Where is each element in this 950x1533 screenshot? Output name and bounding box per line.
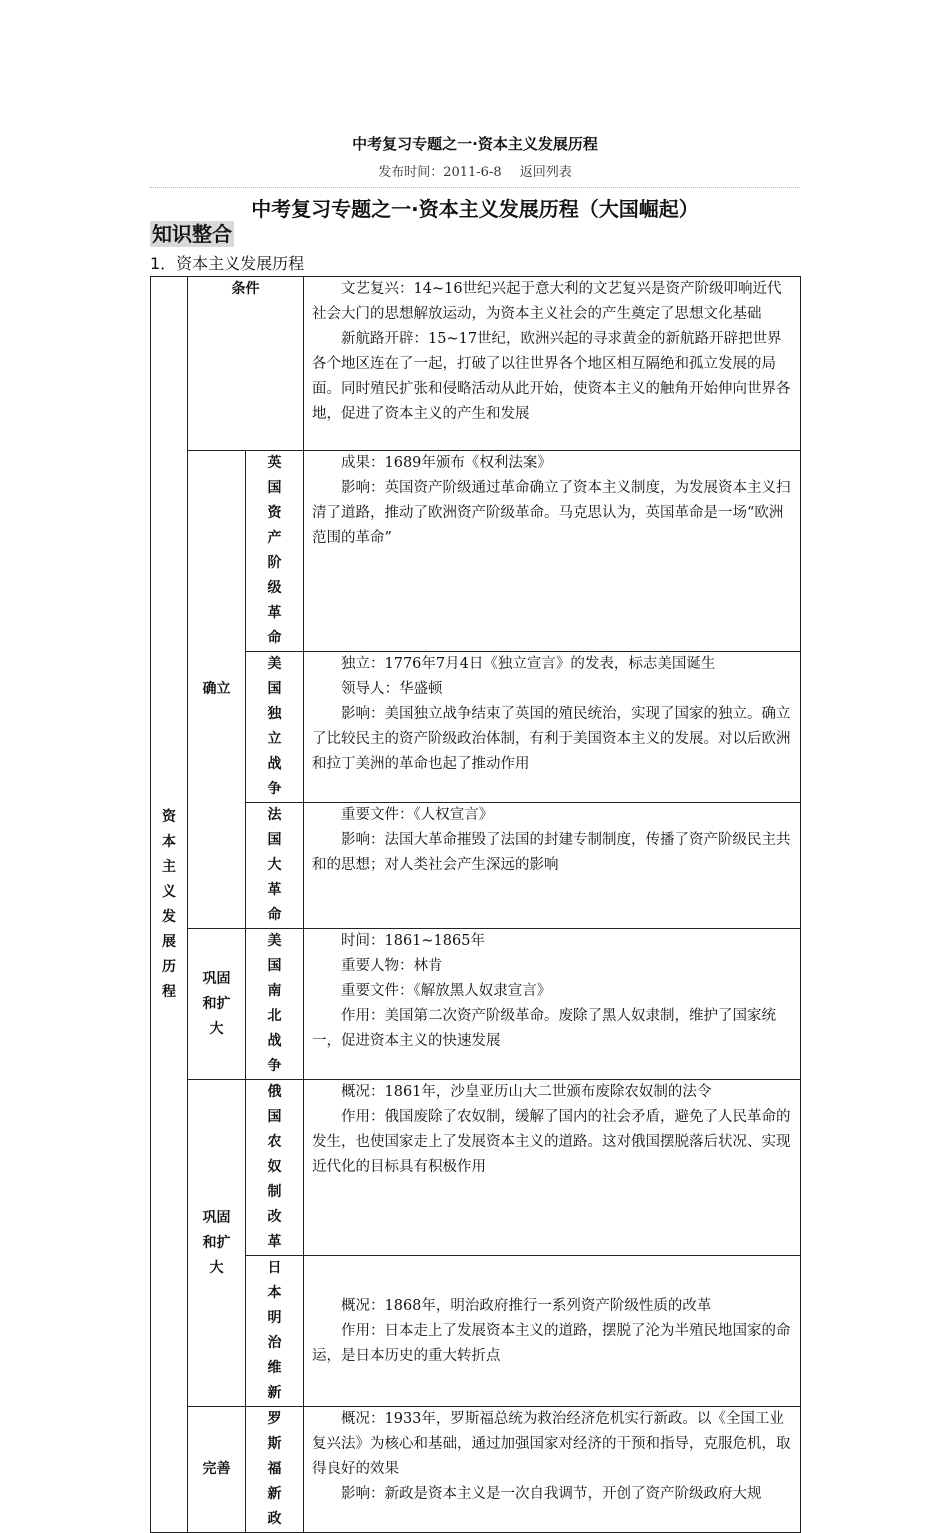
event-content: 重要文件：《人权宣言》 影响：法国大革命摧毁了法国的封建专制制度，传播了资产阶级民主共和的思想；对人类社会产生深远的影响 <box>304 803 801 929</box>
group-label: 完善 <box>188 1407 246 1533</box>
condition-paragraph: 文艺复兴：14~16世纪兴起于意大利的文艺复兴是资产阶级叩响近代社会大门的思想解放运动，为资本主义社会的产生奠定了思想文化基础 <box>312 281 782 322</box>
group-label: 巩固和扩大 <box>188 1080 246 1407</box>
event-content: 概况：1868年，明治政府推行一系列资产阶级性质的改革 作用：日本走上了发展资本主义的道路，摆脱了沦为半殖民地国家的命运，是日本历史的重大转折点 <box>304 1256 801 1407</box>
article-title: 中考复习专题之一·资本主义发展历程（大国崛起） <box>251 197 699 221</box>
meta-line <box>0 161 950 180</box>
back-to-list-link[interactable]: 返回列表 <box>519 165 572 180</box>
event-content: 概况：1861年，沙皇亚历山大二世颁布废除农奴制的法令 作用：俄国废除了农奴制，缓解了国内的社会矛盾，避免了人民革命的发生，也使国家走上了发展资本主义的道路。这对俄国摆脱落后状况、实现近代化的目标具有积极作用 <box>304 1080 801 1256</box>
condition-content <box>304 277 801 451</box>
event-name: 美国独立战争 <box>246 652 304 803</box>
publish-time: 发布时间：2011-6-8 <box>378 165 502 180</box>
subheading: 1．资本主义发展历程 <box>150 254 305 273</box>
row-header-cell <box>151 277 188 1533</box>
condition-paragraph: 新航路开辟：15~17世纪，欧洲兴起的寻求黄金的新航路开辟把世界各个地区连在了一起，打破了以往世界各个地区相互隔绝和孤立发展的局面。同时殖民扩张和侵略活动从此开始，使资本主义的触角开始伸向世界各地，促进了资本主义的产生和发展 <box>312 331 791 422</box>
event-name: 罗斯福新政 <box>246 1407 304 1533</box>
event-content: 成果：1689年颁布《权利法案》 影响：英国资产阶级通过革命确立了资本主义制度，为发展资本主义扫清了道路，推动了欧洲资产阶级革命。马克思认为，英国革命是一场“欧洲范围的革命” <box>304 451 801 652</box>
group-label: 巩固和扩大 <box>188 929 246 1080</box>
event-content: 时间：1861~1865年 重要人物：林肯 重要文件：《解放黑人奴隶宣言》 作用：美国第二次资产阶级革命。废除了黑人奴隶制，维护了国家统一，促进资本主义的快速发展 <box>304 929 801 1080</box>
event-name: 美国南北战争 <box>246 929 304 1080</box>
event-name: 英国资产阶级革命 <box>246 451 304 652</box>
event-content: 概况：1933年，罗斯福总统为救治经济危机实行新政。以《全国工业复兴法》为核心和基础，通过加强国家对经济的干预和指导，克服危机，取得良好的效果 影响：新政是资本主义是一次自我调节，开创了资产阶级政府大规 <box>304 1407 801 1533</box>
page-title: 中考复习专题之一·资本主义发展历程 <box>352 135 598 153</box>
history-table <box>150 276 801 1533</box>
event-name: 法国大革命 <box>246 803 304 929</box>
divider <box>150 187 800 188</box>
section-heading: 知识整合 <box>152 222 232 246</box>
group-label: 确立 <box>188 451 246 929</box>
event-name: 日本明治维新 <box>246 1256 304 1407</box>
event-name: 俄国农奴制改革 <box>246 1080 304 1256</box>
condition-label: 条件 <box>188 277 304 451</box>
row-header: 资本主义发展历程 <box>162 808 176 1000</box>
event-content: 独立：1776年7月4日《独立宣言》的发表，标志美国诞生 领导人：华盛顿 影响：美国独立战争结束了英国的殖民统治，实现了国家的独立。确立了比较民主的资产阶级政治体制，有利于美国资本主义的发展。对以后欧洲和拉丁美洲的革命也起了推动作用 <box>304 652 801 803</box>
